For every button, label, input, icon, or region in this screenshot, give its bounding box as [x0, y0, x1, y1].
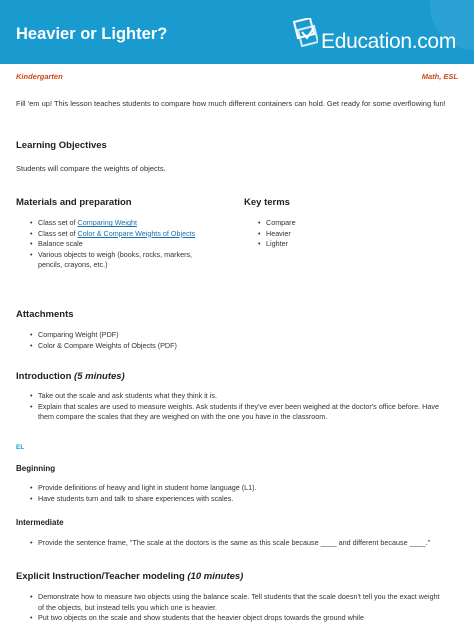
list-item: • Have students turn and talk to share experiences with scales. — [30, 494, 440, 505]
subject-label: Math, ESL — [421, 72, 458, 81]
lesson-meta — [16, 68, 458, 86]
list-item: • Demonstrate how to measure two objects using the balance scale. Tell students that the scale doesn't tell you the exact weight of the objects, but instead tells you which one is heavier. — [30, 592, 440, 613]
beginning-heading: Beginning — [16, 464, 56, 473]
list-item: • Class set of Comparing Weight — [30, 218, 216, 229]
page-header — [0, 0, 474, 64]
intermediate-heading: Intermediate — [16, 518, 64, 527]
list-item: • Put two objects on the scale and show students that the heavier object drops towards the ground while — [30, 613, 440, 622]
materials-list — [30, 218, 216, 271]
introduction-time: (5 minutes) — [74, 371, 125, 382]
attachments-heading: Attachments — [16, 309, 74, 320]
explicit-instruction-time: (10 minutes) — [187, 571, 244, 582]
education-logo-text: Education.com — [321, 30, 457, 53]
learning-objectives-text: Students will compare the weights of objects. — [16, 164, 166, 173]
list-item: • Provide the sentence frame, "The scale at the doctors is the same as this scale because ____ and different because ____." — [30, 538, 440, 549]
list-item: • Provide definitions of heavy and light in student home language (L1). — [30, 483, 440, 494]
el-tag: EL — [16, 444, 25, 451]
list-item: • Balance scale — [30, 239, 216, 250]
list-item: • Lighter — [258, 239, 438, 250]
learning-objectives-heading: Learning Objectives — [16, 140, 107, 151]
lesson-description: Fill 'em up! This lesson teaches students to compare how much different containers can hold. Get ready for some overflowing fun! — [16, 99, 446, 108]
list-item: • Explain that scales are used to measure weights. Ask students if they've ever been weighed at the doctor's office before. Have them compare the scales that they are weighed on with the one you have in the classroom. — [30, 402, 440, 423]
attachments-list — [30, 330, 450, 351]
education-logo-icon — [290, 18, 318, 52]
introduction-heading: Introduction (5 minutes) — [16, 371, 125, 382]
education-logo[interactable] — [290, 16, 466, 60]
materials-heading: Materials and preparation — [16, 197, 132, 208]
explicit-instruction-list — [30, 592, 440, 622]
grade-label: Kindergarten — [16, 72, 63, 81]
introduction-list — [30, 391, 440, 423]
list-item[interactable]: • Comparing Weight (PDF) — [30, 330, 450, 341]
page-title: Heavier or Lighter? — [16, 25, 168, 43]
intermediate-list — [30, 538, 440, 549]
key-terms-heading: Key terms — [244, 197, 290, 208]
list-item: • Take out the scale and ask students what they think it is. — [30, 391, 440, 402]
color-compare-weights-link[interactable]: Color & Compare Weights of Objects — [77, 228, 196, 238]
beginning-list — [30, 483, 440, 504]
list-item: • Class set of Color & Compare Weights of Objects — [30, 229, 216, 240]
key-terms-list — [258, 218, 438, 250]
list-item[interactable]: • Color & Compare Weights of Objects (PDF) — [30, 341, 450, 352]
comparing-weight-link[interactable]: Comparing Weight — [77, 218, 137, 227]
list-item: • Heavier — [258, 229, 438, 240]
list-item: • Compare — [258, 218, 438, 229]
explicit-instruction-heading: Explicit Instruction/Teacher modeling (10 minutes) — [16, 571, 244, 582]
list-item: • Various objects to weigh (books, rocks, markers, pencils, crayons, etc.) — [30, 250, 216, 271]
